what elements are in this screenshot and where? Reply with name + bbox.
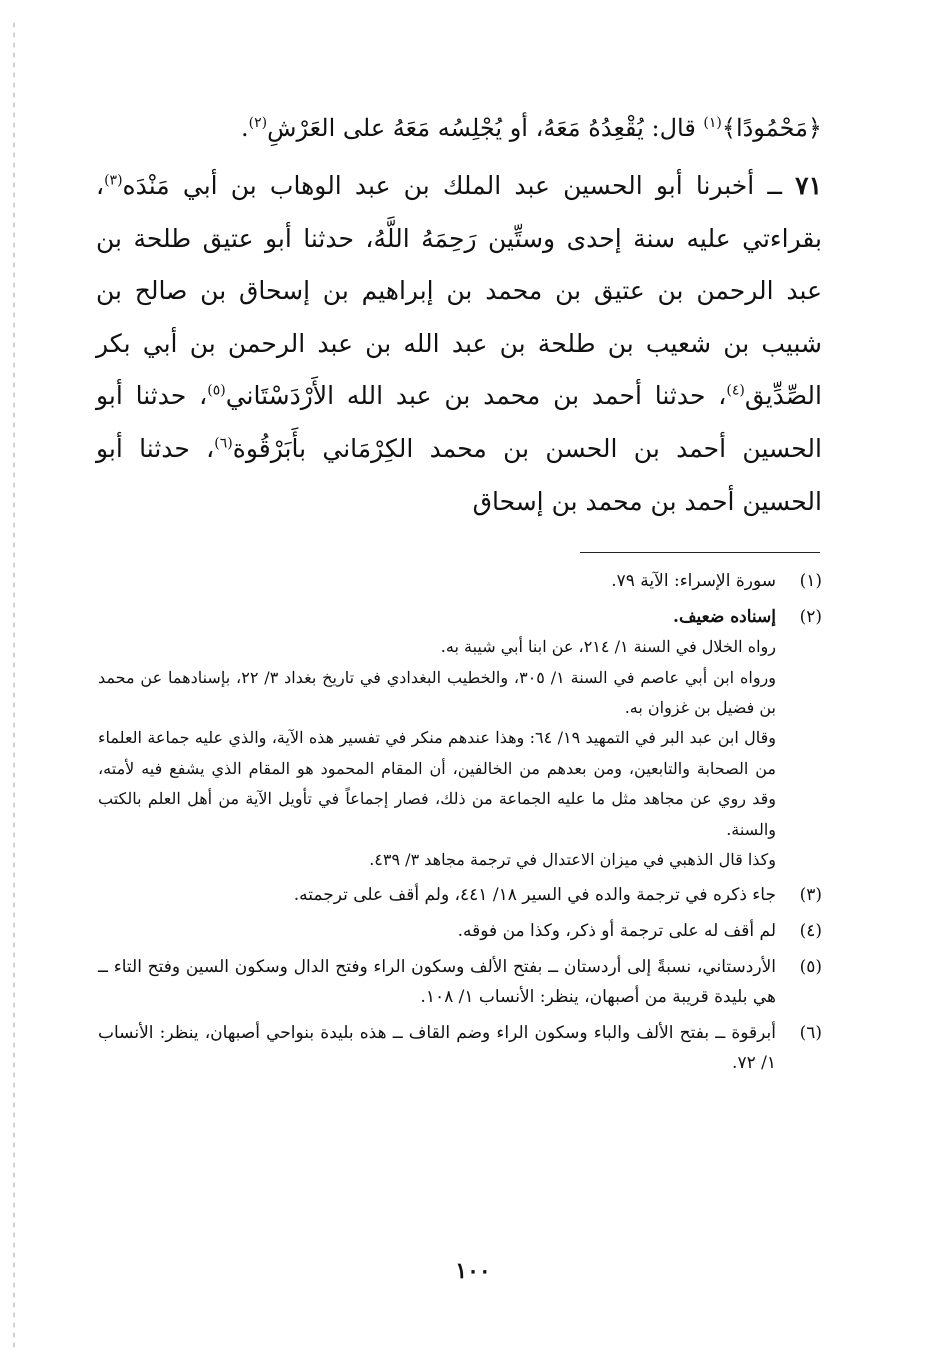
footnote-4: [98, 916, 822, 947]
footnote-mark: (٥): [799, 956, 822, 977]
hadith-text-part1: ــ أخبرنا أبو الحسين عبد الملك بن عبد الوهاب بن أبي مَنْدَه: [122, 171, 796, 200]
hadith-paragraph: [96, 160, 822, 528]
footnote-mark: (٤): [799, 921, 822, 942]
main-text: [96, 106, 822, 528]
footnote-line: الأردستاني، نسبةً إلى أردستان ــ بفتح الألف وسكون الراء وفتح الدال وسكون السين وفتح التاء ــ هي بليدة قريبة من أصبهان، ينظر: الأنساب ١/ ١٠٨.: [98, 956, 776, 1008]
footnote-body: [98, 880, 776, 911]
footnote-ref-4: (٤): [726, 383, 745, 400]
footnote-body: [98, 566, 776, 597]
footnote-line: رواه الخلال في السنة ١/ ٢١٤، عن ابنا أبي شيبة به.: [440, 637, 776, 657]
footnote-5: [98, 952, 822, 1013]
footnote-6: [98, 1018, 822, 1079]
hadith-text-part3: ، حدثنا أحمد بن محمد بن عبد الله الأَرْدَسْتَاني: [225, 381, 727, 411]
footnote-1: [98, 566, 822, 597]
opening-line: [96, 106, 822, 150]
footnote-separator: [580, 552, 820, 553]
opening-end: .: [241, 114, 249, 142]
hadith-text-part4: ، حدثنا أبو الحسين أحمد بن الحسن بن محمد الكِرْمَاني بأَبَرْقُوة: [96, 381, 822, 463]
footnote-2: [98, 602, 822, 876]
footnote-mark: (٣): [799, 885, 822, 906]
footnote-3: [98, 880, 822, 911]
footnote-title: إسناده ضعيف.: [673, 606, 776, 627]
footnote-body: [98, 952, 776, 1013]
footnote-body: [98, 916, 776, 947]
footnote-ref-5: (٥): [207, 383, 226, 400]
footnote-body: [98, 1018, 776, 1079]
footnote-mark: (٢): [799, 606, 822, 627]
footnote-mark: (١): [799, 571, 822, 591]
footnote-line: وكذا قال الذهبي في ميزان الاعتدال في ترجمة مجاهد ٣/ ٤٣٩.: [369, 850, 776, 870]
footnote-line: أبرقوة ــ بفتح الألف والباء وسكون الراء وضم القاف ــ هذه بليدة بنواحي أصبهان، ينظر: الأنساب ١/ ٧٢.: [98, 1022, 776, 1074]
footnote-line: ورواه ابن أبي عاصم في السنة ١/ ٣٠٥، والخطيب البغدادي في تاريخ بغداد ٣/ ٢٢، بإسنادهما عن محمد بن فضيل بن غزوان به.: [98, 667, 776, 717]
hadith-text-part5: ، حدثنا أبو الحسين أحمد بن محمد بن إسحاق: [96, 433, 822, 516]
footnote-ref-1: (١): [703, 115, 722, 131]
footnotes: [98, 566, 822, 1079]
footnote-mark: (٦): [799, 1022, 822, 1043]
page-number: ١٠٠: [455, 1258, 491, 1284]
footnote-line: وقال ابن عبد البر في التمهيد ١٩/ ٦٤: وهذا عندهم منكر في تفسير هذه الآية، والذي عليه جماعة العلماء من الصحابة والتابعين، ومن بعدهم من الخالفين، أن المقام المحمود هو المقام الذي يشفع فيه لأمته، وقد روي عن مجاهد مثل ما عليه الجماعة من ذلك، فصار إجماعاً في تأويل الآية من أهل العلم بالكتب والسنة.: [98, 728, 776, 839]
footnote-ref-3: (٣): [104, 172, 123, 189]
footnote-line: سورة الإسراء: الآية ٧٩.: [611, 571, 776, 591]
footnote-line: لم أقف له على ترجمة أو ذكر، وكذا من فوقه.: [457, 921, 776, 942]
hadith-text-part2: ، بقراءتي عليه سنة إحدى وستِّين رَحِمَهُ اللَّهُ، حدثنا أبو عتيق طلحة بن عبد الرحمن بن عتيق بن محمد بن إبراهيم بن إسحاق بن صالح بن شبيب بن شعيب بن طلحة بن عبد الله بن عبد الرحمن بن أبي بكر الصِّدِّيق: [96, 171, 822, 411]
quran-quote: ﴿مَحْمُودًا﴾: [721, 114, 822, 142]
footnote-ref-6: (٦): [214, 435, 233, 452]
footnote-body: [98, 602, 776, 876]
opening-text: قال: يُقْعِدُهُ مَعَهُ، أو يُجْلِسُه مَعَهُ على العَرْشِ: [267, 114, 704, 142]
footnote-ref-2: (٢): [248, 115, 268, 131]
hadith-number: ٧١: [795, 171, 822, 200]
footnote-line: جاء ذكره في ترجمة والده في السير ١٨/ ٤٤١، ولم أقف على ترجمته.: [293, 885, 776, 906]
scan-edge-dots: [12, 20, 16, 1350]
